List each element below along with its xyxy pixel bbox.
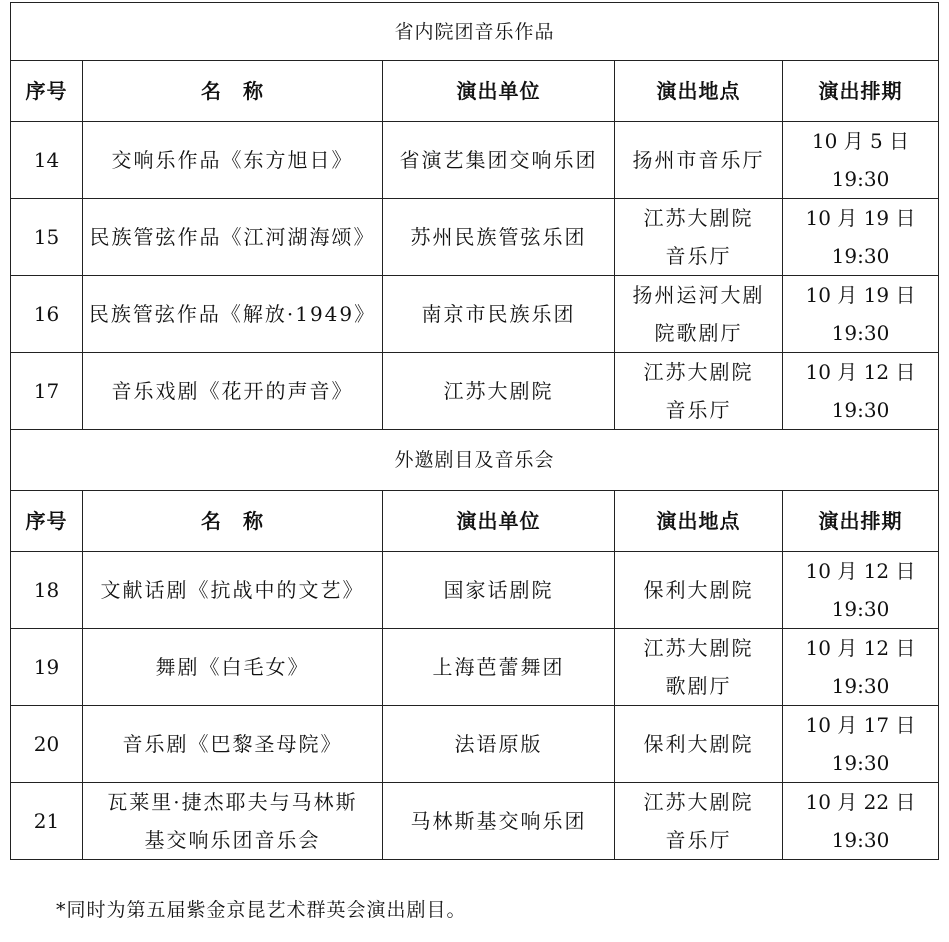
column-header-row xyxy=(11,61,939,122)
date: 10 月 12 日 xyxy=(805,636,916,660)
date: 10 月 5 日 xyxy=(811,129,910,153)
row-org: 上海芭蕾舞团 xyxy=(383,629,615,706)
row-venue xyxy=(615,783,783,860)
header-time: 演出排期 xyxy=(783,61,939,122)
schedule-table xyxy=(10,2,939,860)
date: 10 月 19 日 xyxy=(805,206,916,230)
time: 19:30 xyxy=(831,321,890,345)
venue-line: 江苏大剧院 xyxy=(643,790,754,814)
time: 19:30 xyxy=(831,751,890,775)
table-row xyxy=(11,783,939,860)
row-name: 文献话剧《抗战中的文艺》 xyxy=(83,552,383,629)
row-schedule xyxy=(783,552,939,629)
venue-line: 保利大剧院 xyxy=(643,578,754,602)
time: 19:30 xyxy=(831,398,890,422)
row-name: 交响乐作品《东方旭日》 xyxy=(83,122,383,199)
row-schedule xyxy=(783,706,939,783)
venue-line: 音乐厅 xyxy=(665,244,732,268)
section-header-row xyxy=(11,430,939,491)
row-org: 国家话剧院 xyxy=(383,552,615,629)
row-name: 音乐剧《巴黎圣母院》 xyxy=(83,706,383,783)
section-header-row xyxy=(11,3,939,61)
header-time: 演出排期 xyxy=(783,491,939,552)
row-venue xyxy=(615,552,783,629)
row-schedule xyxy=(783,353,939,430)
header-no: 序号 xyxy=(11,491,83,552)
row-venue xyxy=(615,276,783,353)
row-venue xyxy=(615,629,783,706)
venue-line: 扬州运河大剧 xyxy=(632,283,765,307)
venue-line: 扬州市音乐厅 xyxy=(632,148,765,172)
time: 19:30 xyxy=(831,167,890,191)
section-title: 外邀剧目及音乐会 xyxy=(11,430,939,491)
row-name xyxy=(83,783,383,860)
row-schedule xyxy=(783,783,939,860)
venue-line: 江苏大剧院 xyxy=(643,360,754,384)
date: 10 月 22 日 xyxy=(805,790,916,814)
row-name: 舞剧《白毛女》 xyxy=(83,629,383,706)
row-org: 马林斯基交响乐团 xyxy=(383,783,615,860)
row-org: 法语原版 xyxy=(383,706,615,783)
header-venue: 演出地点 xyxy=(615,61,783,122)
header-no: 序号 xyxy=(11,61,83,122)
row-no: 20 xyxy=(11,706,83,783)
row-no: 21 xyxy=(11,783,83,860)
venue-line: 歌剧厅 xyxy=(665,674,732,698)
venue-line: 江苏大剧院 xyxy=(643,636,754,660)
column-header-row xyxy=(11,491,939,552)
time: 19:30 xyxy=(831,244,890,268)
time: 19:30 xyxy=(831,597,890,621)
row-org: 省演艺集团交响乐团 xyxy=(383,122,615,199)
table-row xyxy=(11,199,939,276)
header-org: 演出单位 xyxy=(383,61,615,122)
row-org: 南京市民族乐团 xyxy=(383,276,615,353)
table-row xyxy=(11,706,939,783)
table-row xyxy=(11,353,939,430)
row-name: 民族管弦作品《解放·1949》 xyxy=(83,276,383,353)
footnote: *同时为第五届紫金京昆艺术群英会演出剧目。 xyxy=(56,899,467,921)
row-no: 15 xyxy=(11,199,83,276)
row-schedule xyxy=(783,629,939,706)
time: 19:30 xyxy=(831,674,890,698)
row-no: 16 xyxy=(11,276,83,353)
name-line: 瓦莱里·捷杰耶夫与马林斯 xyxy=(107,790,358,814)
name-line: 基交响乐团音乐会 xyxy=(144,828,321,852)
venue-line: 江苏大剧院 xyxy=(643,206,754,230)
row-no: 19 xyxy=(11,629,83,706)
row-no: 18 xyxy=(11,552,83,629)
row-venue xyxy=(615,122,783,199)
table-row xyxy=(11,629,939,706)
venue-line: 院歌剧厅 xyxy=(654,321,743,345)
venue-line: 音乐厅 xyxy=(665,398,732,422)
row-org: 江苏大剧院 xyxy=(383,353,615,430)
row-venue xyxy=(615,353,783,430)
date: 10 月 12 日 xyxy=(805,559,916,583)
row-schedule xyxy=(783,122,939,199)
row-no: 14 xyxy=(11,122,83,199)
venue-line: 音乐厅 xyxy=(665,828,732,852)
date: 10 月 12 日 xyxy=(805,360,916,384)
header-name: 名 称 xyxy=(83,61,383,122)
row-name: 音乐戏剧《花开的声音》 xyxy=(83,353,383,430)
header-venue: 演出地点 xyxy=(615,491,783,552)
table-row xyxy=(11,122,939,199)
row-venue xyxy=(615,199,783,276)
date: 10 月 19 日 xyxy=(805,283,916,307)
row-no: 17 xyxy=(11,353,83,430)
time: 19:30 xyxy=(831,828,890,852)
venue-line: 保利大剧院 xyxy=(643,732,754,756)
table-row xyxy=(11,552,939,629)
row-schedule xyxy=(783,199,939,276)
row-schedule xyxy=(783,276,939,353)
table-row xyxy=(11,276,939,353)
header-name: 名 称 xyxy=(83,491,383,552)
section-title: 省内院团音乐作品 xyxy=(11,3,939,61)
date: 10 月 17 日 xyxy=(805,713,916,737)
row-org: 苏州民族管弦乐团 xyxy=(383,199,615,276)
row-name: 民族管弦作品《江河湖海颂》 xyxy=(83,199,383,276)
row-venue xyxy=(615,706,783,783)
header-org: 演出单位 xyxy=(383,491,615,552)
